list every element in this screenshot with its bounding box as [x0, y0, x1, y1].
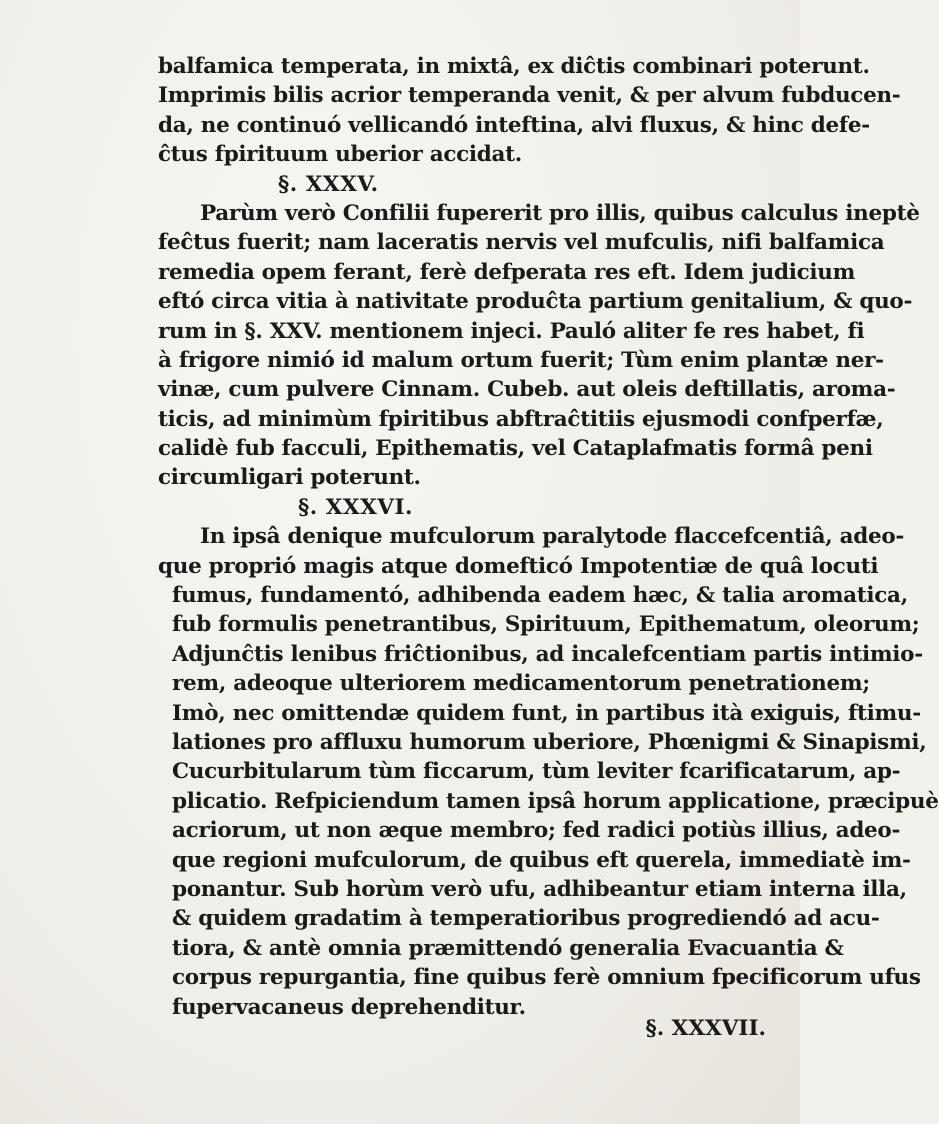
text-line: tiora, & antè omnia præmittendó generalia Evacuantia & [172, 935, 844, 961]
text-line: ĉtus fpirituum uberior accidat. [158, 142, 522, 168]
text-body [158, 52, 939, 1022]
text-line: da, ne continuó vellicandó inteftina, alvi fluxus, & hinc defe- [158, 112, 870, 138]
text-line: que regioni mufculorum, de quibus eft querela, immediatè im- [172, 847, 911, 873]
text-line: fub formulis penetrantibus, Spirituum, Epithematum, oleorum; [172, 612, 920, 638]
text-line: rem, adeoque ulteriorem medicamentorum penetrationem; [172, 671, 870, 697]
text-line: Parùm verò Confilii fupererit pro illis, quibus calculus ineptè [200, 200, 920, 226]
text-line: que proprió magis atque domefticó Impotentiæ de quâ locuti [158, 553, 879, 579]
text-line: remedia opem ferant, ferè defperata res eft. Idem judicium [158, 259, 856, 285]
text-line: à frigore nimió id malum ortum fuerit; Tùm enim plantæ ner- [158, 347, 884, 373]
text-line: corpus repurgantia, fine quibus ferè omnium fpecificorum ufus [172, 965, 921, 991]
section-heading: §. XXXVI. [298, 494, 413, 520]
text-line: calidè fub facculi, Epithematis, vel Cataplafmatis formâ peni [158, 436, 873, 462]
text-line: eftó circa vitia à nativitate produĉta partium genitalium, & quo- [158, 289, 913, 315]
text-line: ponantur. Sub horùm verò ufu, adhibeantur etiam interna illa, [172, 876, 907, 902]
catchword: §. XXXVII. [645, 1016, 766, 1041]
text-line: lationes pro affluxu humorum uberiore, Phœnigmi & Sinapismi, [172, 729, 927, 755]
text-line: acriorum, ut non æque membro; fed radici potiùs illius, adeo- [172, 818, 901, 844]
text-line: rum in §. XXV. mentionem injeci. Pauló aliter fe res habet, fi [158, 318, 865, 344]
text-line: fumus, fundamentó, adhibenda eadem hæc, & talia aromatica, [172, 583, 908, 609]
text-line: fupervacaneus deprehenditur. [172, 994, 526, 1020]
text-line: & quidem gradatim à temperatioribus progrediendó ad acu- [172, 906, 880, 932]
text-line: plicatio. Refpiciendum tamen ipsâ horum applicatione, præcipuè [172, 788, 939, 814]
text-line: feĉtus fuerit; nam laceratis nervis vel mufculis, nifi balfamica [158, 230, 885, 256]
section-heading: §. XXXV. [278, 171, 379, 197]
text-line: circumligari poterunt. [158, 465, 421, 491]
text-line: ticis, ad minimùm fpiritibus abftraĉtitiis ejusmodi confperfæ, [158, 406, 884, 432]
text-line: Cucurbitularum tùm ficcarum, tùm leviter fcarificatarum, ap- [172, 759, 901, 785]
text-line: In ipsâ denique mufculorum paralytode flaccefcentiâ, adeo- [200, 524, 905, 550]
text-line: balfamica temperata, in mixtâ, ex diĉtis combinari poterunt. [158, 54, 870, 79]
text-line: vinæ, cum pulvere Cinnam. Cubeb. aut oleis deftillatis, aroma- [158, 377, 896, 403]
text-line: Adjunĉtis lenibus friĉtionibus, ad incalefcentiam partis intimio- [172, 641, 923, 667]
text-line: Imò, nec omittendæ quidem funt, in partibus ità exiguis, ftimu- [172, 700, 921, 726]
text-line: Imprimis bilis acrior temperanda venit, & per alvum fubducen- [158, 83, 901, 109]
